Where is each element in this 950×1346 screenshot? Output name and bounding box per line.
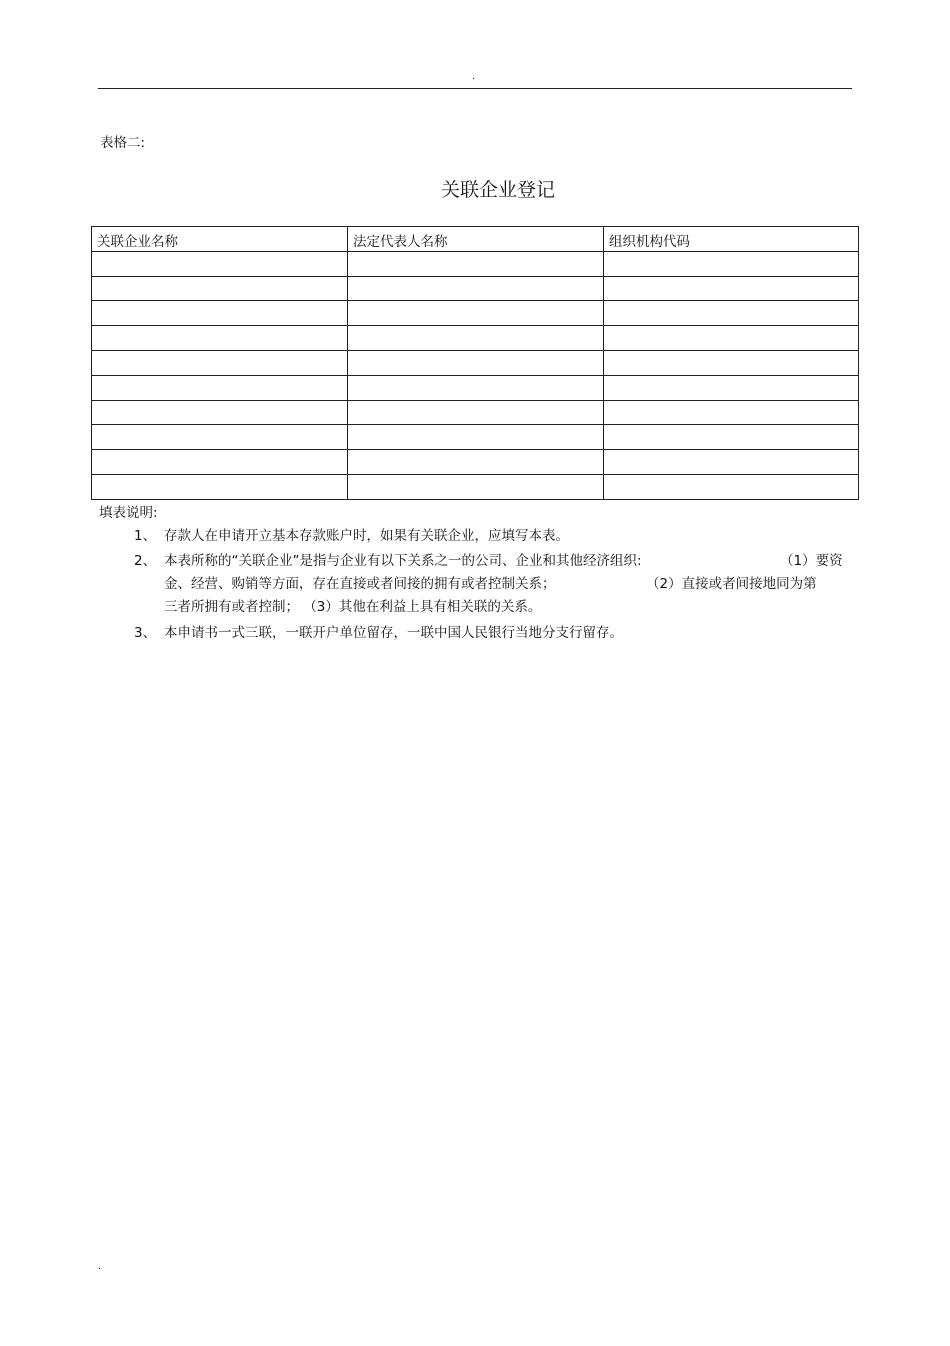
table-cell[interactable] [604,450,859,475]
note-text: 本申请书一式三联，一联开户单位留存，一联中国人民银行当地分支行留存。 [164,625,623,641]
table-cell[interactable] [604,425,859,450]
table-cell[interactable] [604,350,859,375]
note-number: 2、 [134,553,157,569]
table-cell[interactable] [92,251,348,276]
header-organization-code: 组织机构代码 [604,227,859,252]
table-cell[interactable] [348,251,604,276]
note-item-1 [0,525,950,549]
note-line-segment: 本表所称的“关联企业”是指与企业有以下关系之一的公司、企业和其他经济组织: [164,553,642,569]
note-line-segment: 金、经营、购销等方面，存在直接或者间接的拥有或者控制关系； [164,576,556,592]
table-label: 表格二: [100,135,146,151]
table-row [92,450,859,475]
table-cell[interactable] [92,276,348,301]
table-cell[interactable] [604,326,859,351]
table-cell[interactable] [92,375,348,400]
note-line-segment: （1）要资 [780,553,843,569]
table-cell[interactable] [604,400,859,425]
header-dot: . [472,71,476,82]
table-cell[interactable] [92,301,348,326]
note-text: 存款人在申请开立基本存款账户时，如果有关联企业，应填写本表。 [164,528,569,544]
table-cell[interactable] [348,425,604,450]
note-number: 3、 [134,625,157,641]
header-affiliate-name: 关联企业名称 [92,227,348,252]
table-cell[interactable] [348,350,604,375]
note-line: 三者所拥有或者控制； （3）其他在利益上具有相关联的关系。 [164,599,542,615]
table-row [92,375,859,400]
table-cell[interactable] [92,474,348,499]
table-row [92,474,859,499]
table-cell[interactable] [604,276,859,301]
table-row [92,326,859,351]
table-cell[interactable] [92,326,348,351]
table-row [92,350,859,375]
table-cell[interactable] [348,400,604,425]
table-cell[interactable] [348,326,604,351]
footer-dot: . [98,1261,102,1272]
table-cell[interactable] [92,450,348,475]
header-legal-representative: 法定代表人名称 [348,227,604,252]
note-number: 1、 [134,528,157,544]
table-cell[interactable] [92,350,348,375]
table-cell[interactable] [348,301,604,326]
table-row [92,425,859,450]
table-cell[interactable] [348,276,604,301]
table-cell[interactable] [348,474,604,499]
note-line-segment: （2）直接或者间接地同为第 [646,576,817,592]
note-item-2 [0,550,950,620]
table-cell[interactable] [348,375,604,400]
table-cell[interactable] [604,301,859,326]
note-line [164,550,850,573]
table-cell[interactable] [92,425,348,450]
header-rule [98,88,852,89]
table-row [92,276,859,301]
table-cell[interactable] [92,400,348,425]
table-cell[interactable] [348,450,604,475]
table-cell[interactable] [604,375,859,400]
table-cell[interactable] [604,251,859,276]
document-title: 关联企业登记 [440,179,555,201]
table-header-row [92,227,859,252]
table-cell[interactable] [604,474,859,499]
table-row [92,251,859,276]
notes-label: 填表说明: [99,505,158,521]
note-item-3 [0,622,950,646]
table-row [92,301,859,326]
table-row [92,400,859,425]
affiliate-registration-table [91,226,859,500]
